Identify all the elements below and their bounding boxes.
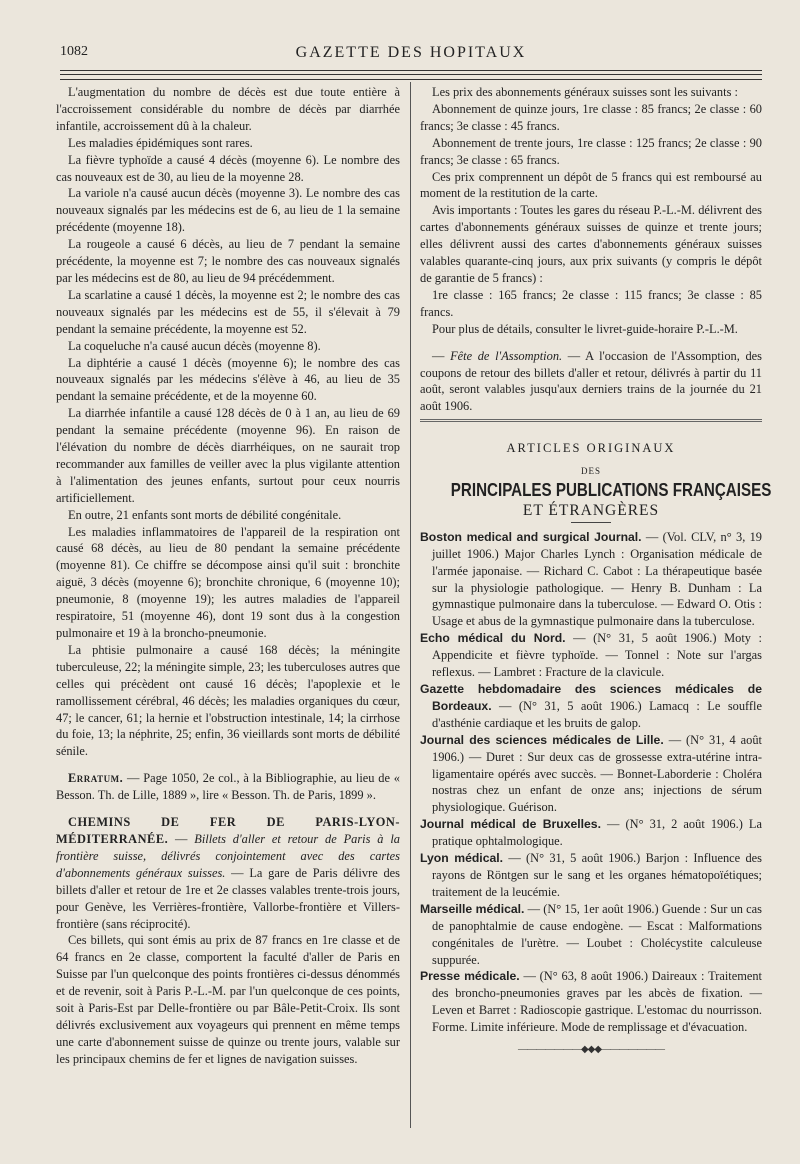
paragraph: La diphtérie a causé 1 décès (moyenne 6); le nombre des cas nouveaux signalés par les médecins s'élève à 46, au lieu de 35 pendant la semaine précédente, et de la moyenne 60. bbox=[56, 355, 400, 404]
entry-text: — (N° 63, 8 août 1906.) Daireaux : Traitement des broncho-pneumonies graves par les abcès de fixation. — Leven et Barret : Radioscopie gastrique. L'estomac du nourrisson. Forme. Limite inférieure. Mode de remplissage et d'évacuation. bbox=[432, 969, 762, 1035]
dash: — bbox=[432, 348, 451, 363]
chemins-paragraph bbox=[56, 814, 400, 932]
entry-text: — (N° 31, 5 août 1906.) Barjon : Influence des rayons de Röntgen sur le sang et les organes hématopoïétiques; traitement de la leucémie. bbox=[432, 851, 762, 899]
left-column bbox=[56, 84, 400, 1068]
journal-name: Lyon médical. bbox=[420, 851, 504, 866]
fete-paragraph bbox=[420, 348, 762, 416]
paragraph: Les maladies épidémiques sont rares. bbox=[68, 135, 253, 150]
journal-name: Journal médical de Bruxelles. bbox=[420, 817, 601, 832]
page-number: 1082 bbox=[60, 44, 88, 59]
short-rule bbox=[571, 522, 611, 523]
paragraph: Abonnement de quinze jours, 1re classe : 85 francs; 2e classe : 60 francs; 3e classe : 45 francs. bbox=[420, 101, 762, 133]
des-heading: DES bbox=[580, 466, 601, 477]
paragraph: La diarrhée infantile a causé 128 décès de 0 à 1 an, au lieu de 69 pendant la semaine précédente (moyenne 96). En raison de l'élévation du nombre de décès diarrhéiques, on ne saurait trop recommander aux familles de veiller avec la plus vigilante attention à l'alimentation des jeunes enfants, surtout pour ceux nourris artificiellement. bbox=[56, 406, 400, 505]
end-ornament: ———————◆◆◆——————— bbox=[517, 1044, 665, 1056]
paragraph: Les maladies inflammatoires de l'appareil de la respiration ont causé 68 décès, au lieu de 80 pendant la semaine précédente (moyenne 81). Ce chiffre se décompose ainsi qu'il suit : bronchite aiguë, 3 décès (moyenne 6); bronchite chronique, 6 (moyenne 10); pneumonie, 8 (moyenne 19); les autres maladies de l'appareil respiratoire, 51 (moyenne 46), dont 19 sont dus à la congestion pulmonaire et 19 à la broncho-pneumonie. bbox=[56, 524, 400, 640]
paragraph: Ces billets, qui sont émis au prix de 87 francs en 1re classe et de 64 francs en 2e classe, comportent la faculté d'aller de Paris en Suisse par l'un quelconque des points frontières ci-dessus dénommés et de revenir, soit à Paris P.-L.-M. par l'un quelconque de ces points, soit à Paris-Est par Delle-frontière ou par Bâle-Petit-Croix. Ils sont délivrés exclusivement aux voyageurs qui prennent en même temps une carte d'abonnement suisse de quinze ou trente jours, valable sur les principaux chemins de fer et lignes de navigation suisses. bbox=[56, 933, 400, 1066]
paragraph: La scarlatine a causé 1 décès, la moyenne est 2; le nombre des cas nouveaux signalés par les médecins est de 55, il s'élevait à 79 pendant la semaine précédente, la moyenne est 52. bbox=[56, 287, 400, 336]
entry-text: — (N° 31, 4 août 1906.) — Duret : Sur deux cas de grossesse extra-utérine intra-ligamentaire opérés avec succès. — Bonnet-Laborderie : Choléra nostras chez un enfant de onze ans; injections de sérum physiologique. Guérison. bbox=[432, 732, 762, 815]
chemins-label: CHEMINS DE FER DE PARIS-LYON-MÉDITERRANÉE. bbox=[56, 815, 400, 846]
journal-name: Boston medical and surgical Journal. bbox=[420, 529, 642, 544]
entry-text: — (N° 31, 5 août 1906.) Lamacq : Le souffle d'asthénie cardiaque et les bruits de galop. bbox=[432, 698, 762, 730]
erratum-text: — Page 1050, 2e col., à la Bibliographie, au lieu de « Besson. Th. de Lille, 1889 », lire « Besson. Th. de Paris, 1899 ». bbox=[56, 771, 400, 803]
paragraph: Avis importants : Toutes les gares du réseau P.-L.-M. délivrent des cartes d'abonnements généraux suisses de quinze et trente jours; elles délivrent aussi des cartes d'abonnements généraux suisses valables quarante-cinq jours, aux prix suivants (y compris le dépôt de garantie de 5 francs) : bbox=[420, 203, 762, 285]
review-entry bbox=[420, 850, 762, 901]
erratum-paragraph bbox=[56, 770, 400, 804]
paragraph: La phtisie pulmonaire a causé 168 décès; la méningite tuberculeuse, 22; la méningite simple, 23; les tuberculoses autres que celles qui précèdent ont causé 16 décès; l'apoplexie et le ramollissement cérébral, 46 décès; les maladies organiques du cœur, 47; le cancer, 61; la hernie et l'obstruction intestinale, 14; la cirrhose du foie, 13; la néphrite, 25; enfin, 36 vieillards sont morts de débilité sénile. bbox=[56, 642, 400, 759]
paragraph: La coqueluche n'a causé aucun décès (moyenne 8). bbox=[68, 338, 321, 353]
etrangeres-heading: ET ÉTRANGÈRES bbox=[522, 501, 660, 519]
paragraph: La rougeole a causé 6 décès, au lieu de 7 pendant la semaine précédente, la moyenne est 7; le nombre des cas nouveaux signalés par les médecins est de 80, au lieu de 94 précédemment. bbox=[56, 237, 400, 285]
journal-name: Gazette hebdomadaire des sciences médicales de Bordeaux. bbox=[420, 682, 762, 713]
dash: — bbox=[168, 831, 195, 846]
header-rule bbox=[60, 74, 762, 75]
paragraph: 1re classe : 165 francs; 2e classe : 115 francs; 3e classe : 85 francs. bbox=[420, 287, 762, 319]
section-rule bbox=[420, 419, 762, 420]
articles-heading: ARTICLES ORIGINAUX bbox=[506, 441, 676, 456]
journal-name: Presse médicale. bbox=[420, 969, 520, 984]
review-entry bbox=[420, 732, 762, 817]
entry-text: — (N° 15, 1er août 1906.) Guende : Sur un cas de panophtalmie de cause endogène. — Escat : Malformations congénitales de l'urètre. — Loubet : Cholécystite calculeuse suppurée. bbox=[432, 901, 762, 967]
journal-name: Journal des sciences médicales de Lille. bbox=[420, 732, 664, 747]
paragraph: Ces prix comprennent un dépôt de 5 francs qui est remboursé au moment de la restitution de la carte. bbox=[420, 169, 762, 201]
header-rule bbox=[60, 79, 762, 80]
review-list bbox=[420, 529, 762, 1036]
right-column bbox=[420, 84, 772, 1059]
review-entry bbox=[420, 968, 762, 1036]
page-header bbox=[60, 44, 762, 68]
entry-text: — (N° 31, 2 août 1906.) La pratique ophtalmologique. bbox=[432, 817, 762, 849]
paragraph: En outre, 21 enfants sont morts de débilité congénitale. bbox=[68, 507, 342, 522]
publications-heading: PRINCIPALES PUBLICATIONS FRANÇAISES bbox=[450, 479, 772, 501]
review-entry bbox=[420, 529, 762, 630]
journal-title: GAZETTE DES HOPITAUX bbox=[295, 44, 527, 61]
entry-text: — (Vol. CLV, n° 3, 19 juillet 1906.) Major Charles Lynch : Organisation médicale de l'armée japonaise. — Richard C. Cabot : La thérapeutique basée sur la physiologie pathologique. — Henry B. Dunham : La gymnastique pulmonaire dans la tuberculose. — Edward O. Otis : Usage et abus de la gymnastique pulmonaire dans la tuberculose. bbox=[432, 529, 762, 629]
chemins-italic: Billets d'aller et retour de Paris à la frontière suisse, délivrés conjointement avec des cartes d'abonnements généraux suisses. bbox=[56, 831, 400, 880]
review-entry bbox=[420, 816, 762, 850]
paragraph: La fièvre typhoïde a causé 4 décès (moyenne 6). Le nombre des cas nouveaux est de 30, au lieu de la moyenne 28. bbox=[56, 152, 400, 184]
paragraph: Pour plus de détails, consulter le livret-guide-horaire P.-L.-M. bbox=[432, 321, 738, 336]
chemins-text: — La gare de Paris délivre des billets d'aller et retour de 1re et 2e classes valables trente-trois jours, pour Genève, les Verrières-frontière, Vallorbe-frontière et Villers-frontière (sans réciprocité). bbox=[56, 865, 400, 931]
column-divider bbox=[410, 82, 411, 1128]
fete-text: — A l'occasion de l'Assomption, des coupons de retour des billets d'aller et retour, délivrés à partir du 11 août, seront valables jusqu'aux derniers trains de la journée du 21 août 1906. bbox=[420, 348, 762, 414]
review-entry bbox=[420, 630, 762, 681]
fete-italic: Fête de l'Assomption. bbox=[450, 348, 563, 363]
review-entry bbox=[420, 681, 762, 732]
section-rule bbox=[420, 421, 762, 422]
erratum-label: Erratum. bbox=[68, 771, 124, 786]
paragraph: Les prix des abonnements généraux suisses sont les suivants : bbox=[432, 85, 738, 99]
review-entry bbox=[420, 901, 762, 969]
journal-name: Marseille médical. bbox=[420, 901, 525, 916]
paragraph: Abonnement de trente jours, 1re classe : 125 francs; 2e classe : 90 francs; 3e classe : 65 francs. bbox=[420, 135, 762, 167]
entry-text: — (N° 31, 5 août 1906.) Moty : Appendicite et fièvre typhoïde. — Tonnel : Note sur l'argas reflexus. — Lambret : Fracture de la clavicule. bbox=[432, 631, 762, 680]
header-rule bbox=[60, 70, 762, 71]
journal-name: Echo médical du Nord. bbox=[420, 631, 566, 646]
paragraph: L'augmentation du nombre de décès est due toute entière à l'accroissement considérable du nombre de décès par diarrhée infantile, accroissement dû à la chaleur. bbox=[56, 85, 400, 133]
paragraph: La variole n'a causé aucun décès (moyenne 3). Le nombre des cas nouveaux signalés par les médecins est de 6, au lieu de 1 la semaine précédente (moyenne 18). bbox=[56, 186, 400, 235]
